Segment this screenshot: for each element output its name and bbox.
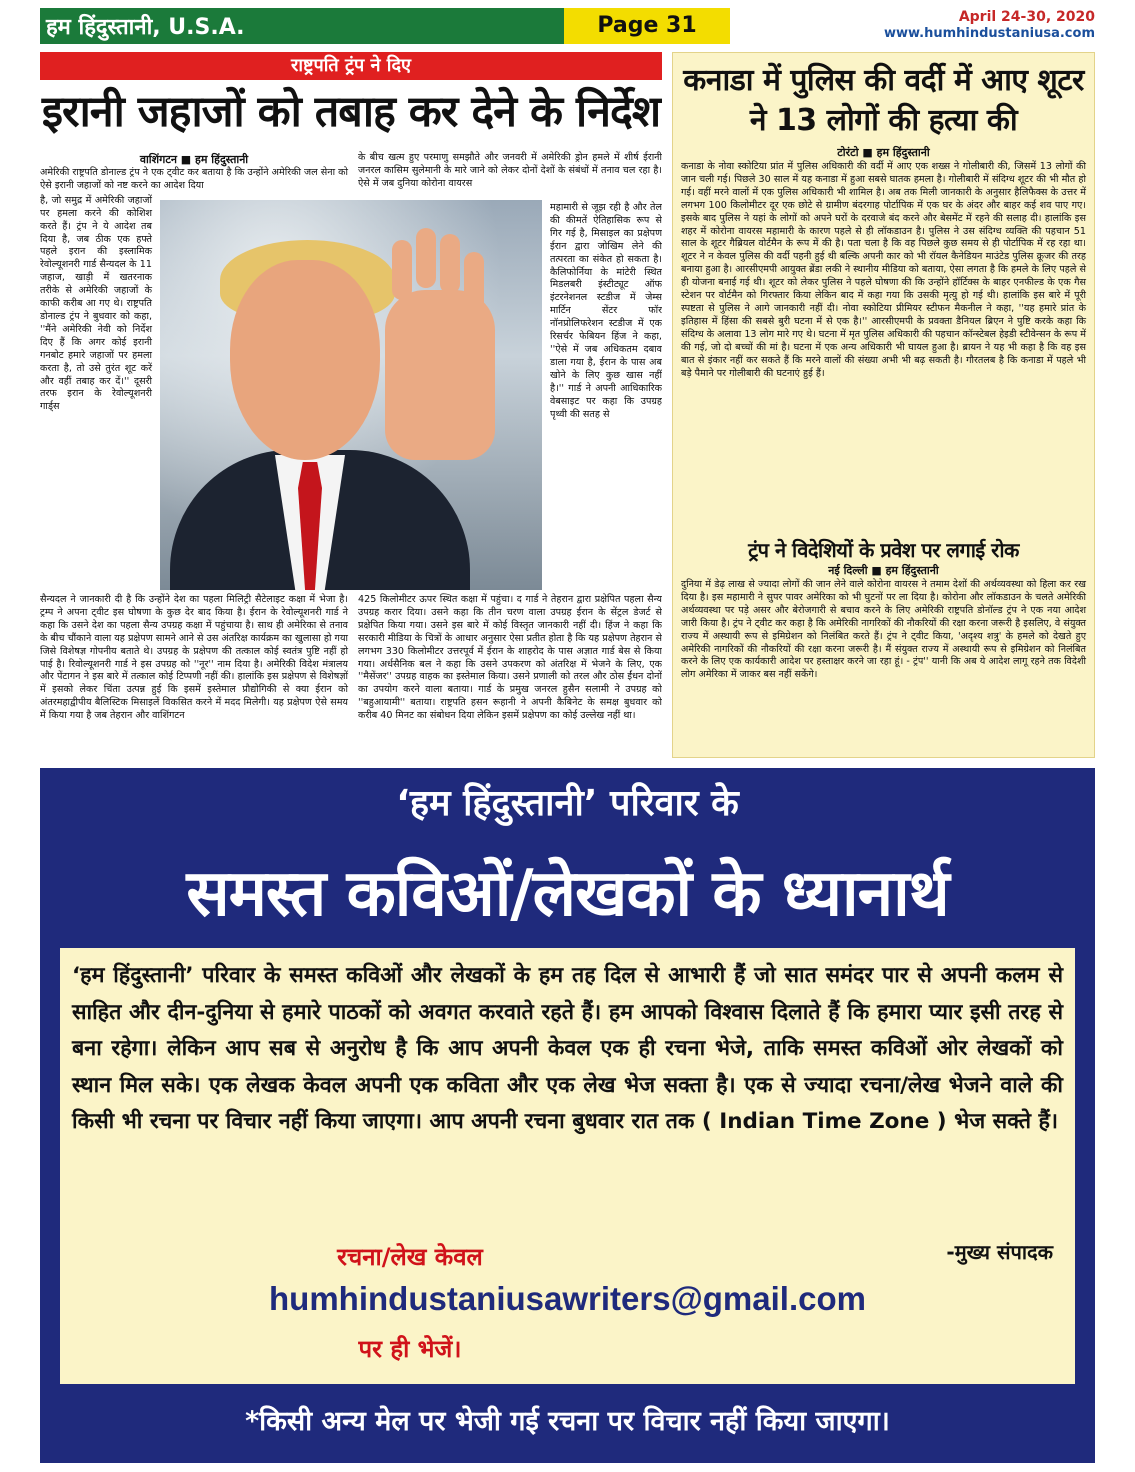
website-link[interactable]: www.humhindustaniusa.com <box>883 26 1095 41</box>
article-headline-secondary: ट्रंप ने विदेशियों के प्रवेश पर लगाई रोक <box>748 538 1019 562</box>
notice-signature: -मुख्य संपादक <box>946 1240 1053 1264</box>
article-iran <box>40 52 662 758</box>
masthead-info <box>884 8 1095 42</box>
article-paragraph: के बीच खत्म हुए परमाणु समझौते और जनवरी में अमेरिकी ड्रोन हमले में शीर्ष ईरानी जनरल कासिम सुलेमानी के मारे जाने को लेकर दोनों देशों के संबंधों में तनाव चल रहा है। ऐसे में जब दुनिया कोरोना वायरस <box>358 152 662 189</box>
article-column-left-bottom <box>40 594 348 723</box>
page-number: Page 31 <box>564 8 730 44</box>
trump-photo <box>160 200 542 590</box>
notice-send-label: पर ही भेजें। <box>358 1335 462 1363</box>
photo-hand <box>385 290 495 460</box>
article-byline-secondary: नई दिल्ली ■ हम हिंदुस्तानी <box>828 564 939 577</box>
photo-face <box>230 260 380 460</box>
article-paragraph: महामारी से जूझ रही है और तेल की कीमतें ऐतिहासिक रूप से गिर गई है, मिसाइल का प्रक्षेपण ईरान द्वारा जोखिम लेने की तत्परता का संकेत हो सकता है। कैलिफोर्निया के मांटेरी स्थित मिडलबरी इंस्टीट्यूट ऑफ इंटरनेशनल स्टडीज में जेम्स मार्टिन सेंटर फॉर नॉनप्रोलिफरेशन स्टडीज में एक रिसर्चर फेबियन हिंज ने कहा, ''ऐसे में जब अधिकतम दबाव डाला गया है, ईरान के पास अब खोने के लिए कुछ खास नहीं है।'' गार्ड ने अपनी आधिकारिक वेबसाइट पर कहा कि उपग्रह पृथ्वी की सतह से <box>550 202 662 420</box>
article-paragraph: सैन्यदल ने जानकारी दी है कि उन्होंने देश का पहला मिलिट्री सैटेलाइट कक्षा में भेजा है। ट्रम्प ने अपना ट्वीट इस घोषणा के कुछ देर बाद किया है। ईरान के रेवोल्यूशनरी गार्ड ने कहा कि उसने देश का पहला सैन्य उपग्रह कक्षा में पहुंचाया है। साथ ही अमेरिका से तनाव के बीच चौंकाने वाला यह प्रक्षेपण सामने आने से उस अंतरिक्ष कार्यक्रम का खुलासा हो गया जिसे विशेषज्ञ गोपनीय बताते थे। उपग्रह के प्रक्षेपण की तत्काल कोई स्वतंत्र पुष्टि नहीं हो पाई है। रिवोल्यूशनरी गार्ड ने इस उपग्रह को ''नूर'' नाम दिया है। अमेरिकी विदेश मंत्रालय और पेंटागन ने इस बारे में तत्काल कोई टिप्पणी नहीं की। हालांकि इस प्रक्षेपण से विशेषज्ञों में इसको लेकर चिंता उत्पन्न हुई कि इसमें इस्तेमाल प्रौद्योगिकी से क्या ईरान को अंतरमहाद्वीपीय बैलिस्टिक मिसाइलें विकसित करने में मदद मिलेगी। यह प्रक्षेपण ऐसे समय में किया गया है जब तेहरान और वाशिंगटन <box>40 594 348 722</box>
notice-only-label: रचना/लेख केवल <box>337 1243 483 1271</box>
notice-title: समस्त कविओं/लेखकों के ध्यानार्थ <box>186 857 949 931</box>
article-byline: टोरंटो ■ हम हिंदुस्तानी <box>837 146 930 159</box>
notice-box <box>60 948 1075 1384</box>
notice-email-link[interactable]: humhindustaniusawriters@gmail.com <box>269 1280 866 1317</box>
writers-notice <box>40 768 1095 1463</box>
notice-paragraph: ‘हम हिंदुस्तानी’ परिवार के समस्त कविओं और लेखकों के हम तह दिल से आभारी हैं जो सात समंदर पार से अपनी कलम से साहित और दीन-दुनिया से हमारे पाठकों को अवगत करवाते रहते हैं। हम आपको विश्वास दिलाते हैं कि हमारा प्यार इसी तरह से बना रहेगा। लेकिन आप सब से अनुरोध है कि आप अपनी केवल एक ही रचना भेजे, ताकि समस्त कविओं ओर लेखकों को स्थान मिल सके। एक लेखक केवल अपनी एक कविता और एक लेख भेज सक्ता है। एक से ज्यादा रचना/लेख भेजने वाले की किसी भी रचना पर विचार नहीं किया जाएगा। आप अपनी रचना बुधवार रात तक ( Indian Time Zone ) भेज सक्ते हैं। <box>72 963 1063 1134</box>
article-byline: वाशिंगटन ■ हम हिंदुस्तानी <box>139 153 249 166</box>
article-paragraph: 425 किलोमीटर ऊपर स्थित कक्षा में पहुंचा। द गार्ड ने तेहरान द्वारा प्रक्षेपित पहला सैन्य उपग्रह करार दिया। उसने कहा कि तीन चरण वाला उपग्रह ईरान के सेंट्रल डेजर्ट से प्रक्षेपित किया गया। उसने इस बारे में कोई विस्तृत जानकारी नहीं दी। हिंज ने कहा कि सरकारी मीडिया के चित्रों के आधार अनुसार ऐसा प्रतीत होता है कि यह प्रक्षेपण तेहरान से लगभग 330 किलोमीटर उत्तरपूर्व में ईरान के शाहरोद के पास अज्ञात गार्ड बेस से किया गया। अर्धसैनिक बल ने कहा कि उसने उपकरण को अंतरिक्ष में भेजने के लिए, एक ''मैसेंजर'' उपग्रह वाहक का इस्तेमाल किया। उसने प्रणाली को तरल और ठोस ईंधन दोनों का उपयोग करने वाला बताया। गार्ड के प्रमुख जनरल हुसैन सलामी ने उपग्रह को ''बहुआयामी'' बताया। राष्ट्रपति हसन रूहानी ने अपनी कैबिनेट के समक्ष बुधवार को करीब 40 मिनट का संबोधन दिया लेकिन इसमें प्रक्षेपण का कोई उल्लेख नहीं था। <box>358 594 662 722</box>
article-headline: कनाडा में पुलिस की वर्दी में आए शूटर ने 13 लोगों की हत्या की <box>683 63 1084 138</box>
article-paragraph: अमेरिकी राष्ट्रपति डोनाल्ड ट्रंप ने एक ट्वीट कर बताया है कि उन्होंने अमेरिकी जल सेना को ऐसे इरानी जहाजों को नष्ट करने का आदेश दिया <box>40 167 348 191</box>
article-paragraph: दुनिया में डेढ़ लाख से ज्यादा लोगों की जान लेने वाले कोरोना वायरस ने तमाम देशों की अर्थव्यवस्था को हिला कर रख दिया है। इस महामारी ने सुपर पावर अमेरिका को भी घुटनों पर ला दिया है। कोरोना और लॉकडाउन के चलते अमेरिकी अर्थव्यवस्था पर पड़े असर और बेरोजगारी से बचाव करने के लिए अमेरिकी राष्ट्रपति डोनॉल्ड ट्रंप ने एक नया आदेश जारी किया है। ट्रंप ने ट्वीट कर कहा है कि अमेरिकी नागरिकों की नौकरियों की रक्षा करना जरूरी है इसलिए, वे संयुक्त राज्य में अस्थायी रूप से इमिग्रेशन को निलंबित करते हैं। ट्रंप ने ट्वीट किया, 'अदृश्य शत्रु' के हमले को देखते हुए अमेरिकी नागरिकों की नौकरियों की रक्षा करना जरूरी है। मैं संयुक्त राज्य में अस्थायी रूप से इमिग्रेशन को निलंबित करने के लिए एक कार्यकारी आदेश पर हस्ताक्षर करने जा रहा हूं। - ट्रंप'' यानी कि अब ये आदेश लागू रहने तक विदेशी लोग अमेरिका में जाकर बस नहीं सकेंगे। <box>681 579 1086 681</box>
masthead <box>40 8 1095 44</box>
notice-subtitle: ‘हम हिंदुस्तानी’ परिवार के <box>396 783 739 824</box>
article-paragraph: कनाडा के नोवा स्कोटिया प्रांत में पुलिस अधिकारी की वर्दी में आए एक शख्स ने गोलीबारी की, जिसमें 13 लोगों की जान चली गई। पिछले 30 साल में यह कनाडा में हुआ सबसे घातक हमला है। गोलीबारी में संदिग्ध शूटर की भी मौत हो गई। वहीं मरने वालों में एक पुलिस अधिकारी भी शामिल है। अब तक मिली जानकारी के अनुसार हैलिफैक्स के उत्तर में लगभग 100 किलोमीटर दूर एक छोटे से ग्रामीण बंदरगाह पोर्टापिक में एक घर के अंदर और बाहर कई शव पाए गए। इसके बाद पुलिस ने यहां के लोगों को अपने घरों के दरवाजे बंद करने और बेसमेंट में रहने की सलाह दी। हालांकि इस शहर में कोरोना वायरस महामारी के कारण पहले से ही लॉकडाउन है। पुलिस ने उस संदिग्ध व्यक्ति की पहचान 51 साल के शूटर गैब्रियल वोर्टमैन के रूप में की है। पता चला है कि वह पिछले कुछ समय से ही पोर्टापिक में रह रहा था। शूटर ने न केवल पुलिस की वर्दी पहनी हुई थी बल्कि अपनी कार को भी रॉयल कैनेडियन माउंटेड पुलिस क्रूजर की तरह बनाया हुआ है। आरसीएमपी आयुक्त ब्रेंडा लकी ने स्थानीय मीडिया को बताया, ऐसा लगता है कि हमले के लिए पहले से ही योजना बनाई गई थी। शूटर को लेकर पुलिस ने पहले घोषणा की कि उन्होंने हॉर्टिक्स के बाहर एनफील्ड के एक गैस स्टेशन पर वोर्टमैन को गिरफ्तार किया लेकिन बाद में कहा गया कि उसकी मृत्यु हो गई थी। हालांकि इस बारे में पूरी स्पष्टता से पुलिस ने आगे जानकारी नहीं दी। नोवा स्कोटिया प्रीमियर स्टीफन मैकनील ने कहा, ''यह हमारे प्रांत के इतिहास में हिंसा की सबसे बुरी घटना में से एक है।'' आरसीएमपी के प्रवक्ता डैनियल ब्रिएन ने पुष्टि करके कहा कि संदिग्ध के अलावा 13 लोग मारे गए थे। घटना में मृत पुलिस अधिकारी की पहचान कॉन्स्टेबल हेइडी स्टीवेन्सन के रूप में की गई, जो दो बच्चों की मां है। घटना में एक अन्य अधिकारी भी घायल हुआ है। ब्रायन ने यह भी कहा है कि वह इस बात से इंकार नहीं कर सकते हैं कि मरने वालों की संख्या अभी भी बढ़ सकती है। गौरतलब है कि कनाडा में पहले भी बड़े पैमाने पर गोलीबारी की घटनाएं हुई हैं। <box>681 161 1086 379</box>
notice-footer: *किसी अन्य मेल पर भेजी गई रचना पर विचार नहीं किया जाएगा। <box>245 1406 890 1437</box>
article-headline: इरानी जहाजों को तबाह कर देने के निर्देश <box>41 87 661 137</box>
article-column-right-narrow <box>550 202 662 421</box>
article-kicker: राष्ट्रपति ट्रंप ने दिए <box>40 52 662 80</box>
article-column-right <box>358 152 662 191</box>
article-canada <box>672 52 1095 758</box>
paper-name: हम हिंदुस्तानी, U.S.A. <box>46 15 245 40</box>
issue-date: April 24-30, 2020 <box>958 9 1095 25</box>
article-column-right-bottom <box>358 594 662 723</box>
article-paragraph: है, जो समुद्र में अमेरिकी जहाजों पर हमला करने की कोशिश करते हैं। ट्रंप ने ये आदेश तब दिया है, जब ठीक एक हफ्ते पहले इरान की इस्लामिक रेवोल्यूशनरी गार्ड सैन्यदल के 11 जहाज, खाड़ी में खतरनाक तरीके से अमेरिकी जहाजों के काफी करीब आ गए थे। राष्ट्रपति डोनाल्ड ट्रंप ने बुधवार को कहा, ''मैंने अमेरिकी नेवी को निर्देश दिए हैं कि अगर कोई इरानी गनबोट हमारे जहाजों पर हमला करता है, तो उसे तुरंत शूट करें और वहीं तबाह कर दें।'' दूसरी तरफ इरान के रेवोल्यूशनरी गार्ड्स <box>40 194 152 413</box>
